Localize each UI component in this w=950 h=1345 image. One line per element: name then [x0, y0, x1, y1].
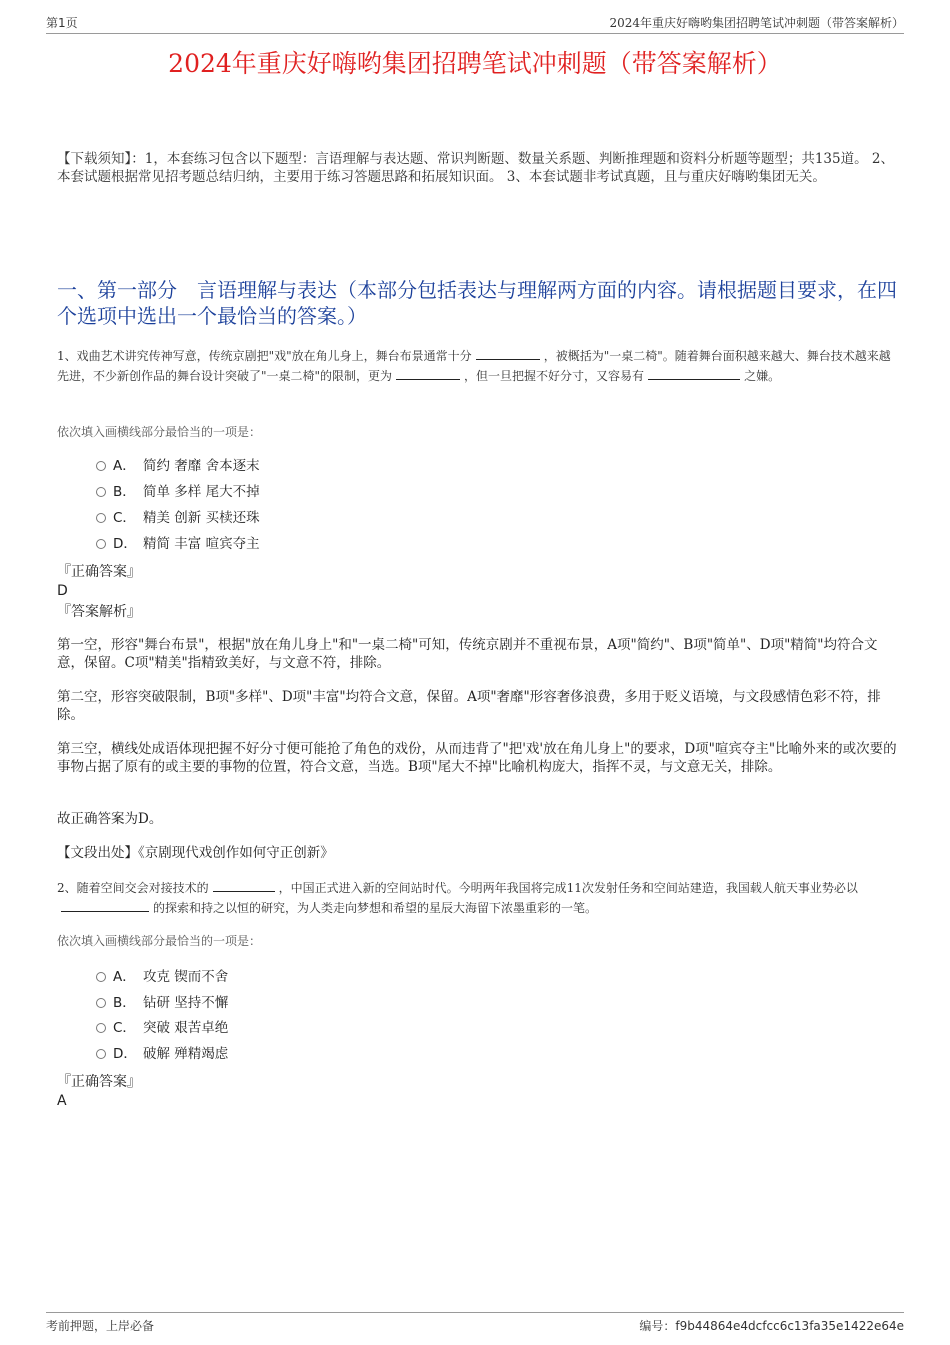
answer-blank: [61, 899, 149, 912]
page-header: [46, 14, 904, 34]
q1-source: 【文段出处】《京剧现代戏创作如何守正创新》: [57, 845, 334, 861]
q1-analysis-paragraph: 第二空，形容突破限制，B项"多样"、D项"丰富"均符合文意，保留。A项"奢靡"形容奢侈浪费，多用于贬义语境，与文段感情色彩不符，排除。: [57, 689, 881, 723]
radio-icon[interactable]: [96, 461, 106, 471]
q2-option-b[interactable]: B． 钻研 坚持不懈: [96, 993, 228, 1013]
question-2-hint: 依次填入画横线部分最恰当的一项是：: [57, 934, 262, 948]
answer-blank: [648, 367, 740, 380]
q2-option-d[interactable]: D． 破解 殚精竭虑: [96, 1044, 228, 1064]
footer-slogan: 考前押题，上岸必备: [46, 1319, 155, 1333]
q1-analysis-paragraph: 第一空，形容"舞台布景"，根据"放在角儿身上"和"一桌二椅"可知，传统京剧并不重视布景，A项"简约"、B项"简单"、D项"精简"均符合文意，保留。C项"精美"指精致美好，与文意不符，排除。: [57, 637, 878, 671]
radio-icon[interactable]: [96, 998, 106, 1008]
radio-icon[interactable]: [96, 972, 106, 982]
q1-answer-label: 『正确答案』: [57, 564, 141, 580]
document-title: 2024年重庆好嗨哟集团招聘笔试冲刺题（带答案解析）: [168, 49, 782, 78]
footer-code: 编号：f9b44864e4dcfcc6c13fa35e1422e64e: [639, 1319, 904, 1333]
radio-icon[interactable]: [96, 1023, 106, 1033]
radio-icon[interactable]: [96, 539, 106, 549]
answer-blank: [476, 347, 540, 360]
download-notice: 【下载须知】：1，本套练习包含以下题型：言语理解与表达题、常识判断题、数量关系题、判断推理题和资料分析题等题型；共135道。 2、本套试题根据常见招考题总结归纳，主要用于练习答题思路和拓展知识面。 3、本套试题非考试真题，且与重庆好嗨哟集团无关。: [57, 151, 894, 185]
q2-option-a[interactable]: A． 攻克 锲而不舍: [96, 967, 228, 987]
radio-icon[interactable]: [96, 1049, 106, 1059]
q2-answer: A: [57, 1093, 67, 1109]
question-2-stem: 2、随着空间交会对接技术的 ，中国正式进入新的空间站时代。今明两年我国将完成11次发射任务和空间站建造，我国载人航天事业势必以的探索和持之以恒的研究，为人类走向梦想和希望的星辰大海留下浓墨重彩的一笔。: [57, 881, 858, 915]
q1-answer: D: [57, 583, 68, 599]
page-number: 第1页: [46, 16, 78, 30]
q1-option-b[interactable]: B． 简单 多样 尾大不掉: [96, 482, 260, 502]
header-doc-title: 2024年重庆好嗨哟集团招聘笔试冲刺题（带答案解析）: [609, 16, 904, 30]
q1-option-c[interactable]: C． 精美 创新 买椟还珠: [96, 508, 260, 528]
answer-blank: [396, 367, 460, 380]
radio-icon[interactable]: [96, 487, 106, 497]
radio-icon[interactable]: [96, 513, 106, 523]
q1-analysis-conclusion: 故正确答案为D。: [57, 811, 163, 827]
q1-option-a[interactable]: A． 简约 奢靡 舍本逐末: [96, 456, 260, 476]
q1-option-d[interactable]: D． 精简 丰富 喧宾夺主: [96, 534, 260, 554]
question-1-hint: 依次填入画横线部分最恰当的一项是：: [57, 425, 262, 439]
q1-analysis-paragraph: 第三空，横线处成语体现把握不好分寸便可能抢了角色的戏份，从而违背了"把'戏'放在角儿身上"的要求，D项"喧宾夺主"比喻外来的或次要的事物占据了原有的或主要的事物的位置，符合文意，当选。B项"尾大不掉"比喻机构庞大，指挥不灵，与文意无关，排除。: [57, 741, 897, 775]
page-footer: [46, 1312, 904, 1336]
answer-blank: [213, 879, 275, 892]
section-heading: 一、第一部分 言语理解与表达（本部分包括表达与理解两方面的内容。请根据题目要求，在四个选项中选出一个最恰当的答案。）: [57, 278, 897, 328]
q1-analysis-label: 『答案解析』: [57, 604, 141, 620]
q2-option-c[interactable]: C． 突破 艰苦卓绝: [96, 1018, 228, 1038]
q2-answer-label: 『正确答案』: [57, 1074, 141, 1090]
question-1-stem: 1、戏曲艺术讲究传神写意，传统京剧把"戏"放在角儿身上，舞台布景通常十分 ，被概括为"一桌二椅"。随着舞台面积越来越大、舞台技术越来越先进，不少新创作品的舞台设计突破了"一桌二椅"的限制，更为 ，但一旦把握不好分寸，又容易有 之嫌。: [57, 349, 891, 383]
